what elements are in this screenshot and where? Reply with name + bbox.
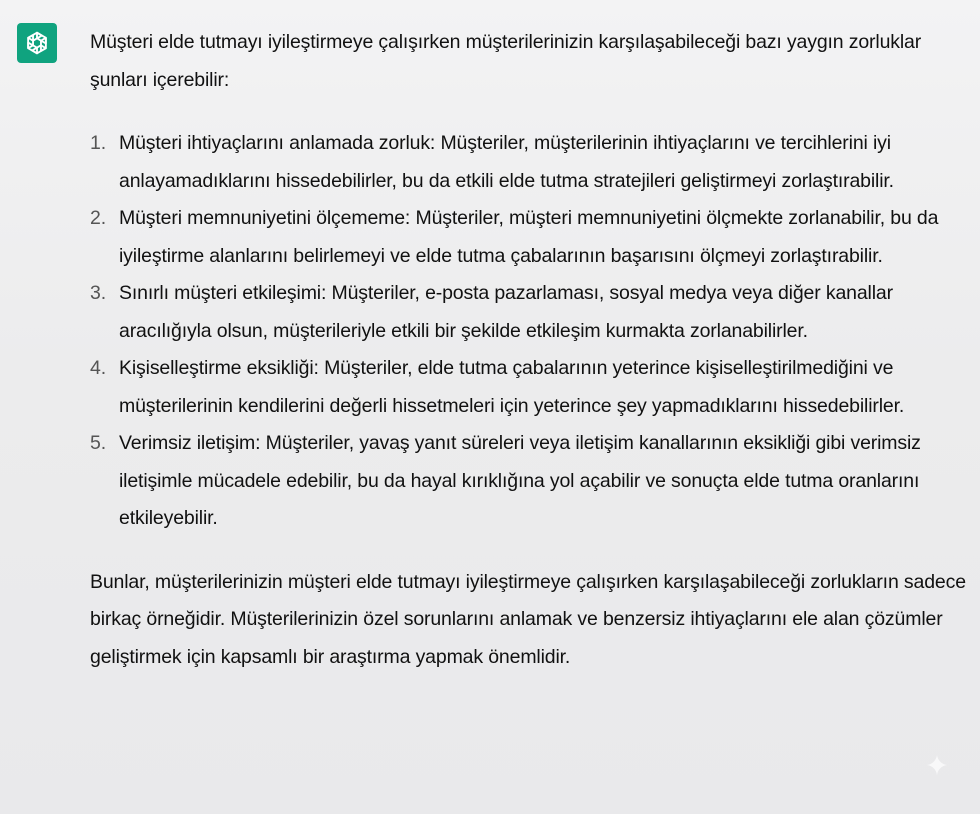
list-item-number: 4. (90, 357, 106, 379)
list-item-number: 3. (90, 282, 106, 304)
list-item-text: Müşteri memnuniyetini ölçememe: Müşteriler, müşteri memnuniyetini ölçmekte zorlanabilir, bu da iyileştirme alanlarını belirlemeyi ve elde tutma çabalarının başarısını ölçmeyi zorlaştırabilir. (119, 207, 939, 267)
list-item (90, 125, 970, 200)
list-item (90, 275, 970, 350)
message-outro: Bunlar, müşterilerinizin müşteri elde tutmayı iyileştirmeye çalışırken karşılaşabileceği zorlukların sadece birkaç örneğidir. Müşterilerinizin özel sorunlarını anlamak ve benzersiz ihtiyaçlarını ele alan çözümler geliştirmek için kapsamlı bir araştırma yapmak önemlidir. (90, 570, 966, 668)
assistant-message (90, 24, 970, 676)
list-item (90, 350, 970, 425)
list-item-number: 1. (90, 132, 106, 154)
list-item-text: Müşteri ihtiyaçlarını anlamada zorluk: Müşteriler, müşterilerinin ihtiyaçlarını ve tercihlerini iyi anlayamadıklarını hissedebilirler, bu da etkili elde tutma stratejileri geliştirmeyi zorlaştırabilir. (119, 132, 894, 192)
sparkle-icon (926, 754, 948, 776)
list-item-text: Verimsiz iletişim: Müşteriler, yavaş yanıt süreleri veya iletişim kanallarının eksikliği gibi verimsiz iletişimle mücadele edebilir, bu da hayal kırıklığına yol açabilir ve sonuçta elde tutma oranlarını etkileyebilir. (119, 432, 921, 529)
message-intro: Müşteri elde tutmayı iyileştirmeye çalışırken müşterilerinizin karşılaşabileceği bazı yaygın zorluklar şunları içerebilir: (90, 31, 922, 91)
list-item-text: Kişiselleştirme eksikliği: Müşteriler, elde tutma çabalarının yeterince kişiselleştirilmediğini ve müşterilerinin kendilerini değerli hissetmeleri için yeterince şey yapmadıklarını hissedebilirler. (119, 357, 905, 417)
list-item (90, 200, 970, 275)
challenge-list (90, 125, 970, 538)
list-item-number: 5. (90, 432, 106, 454)
list-item-text: Sınırlı müşteri etkileşimi: Müşteriler, e-posta pazarlaması, sosyal medya veya diğer kanallar aracılığıyla olsun, müşterileriyle etkili bir şekilde etkileşim kurmakta zorlanabilirler. (119, 282, 893, 342)
list-item-number: 2. (90, 207, 106, 229)
openai-logo-icon (23, 29, 51, 57)
assistant-avatar (17, 23, 57, 63)
list-item (90, 425, 970, 538)
